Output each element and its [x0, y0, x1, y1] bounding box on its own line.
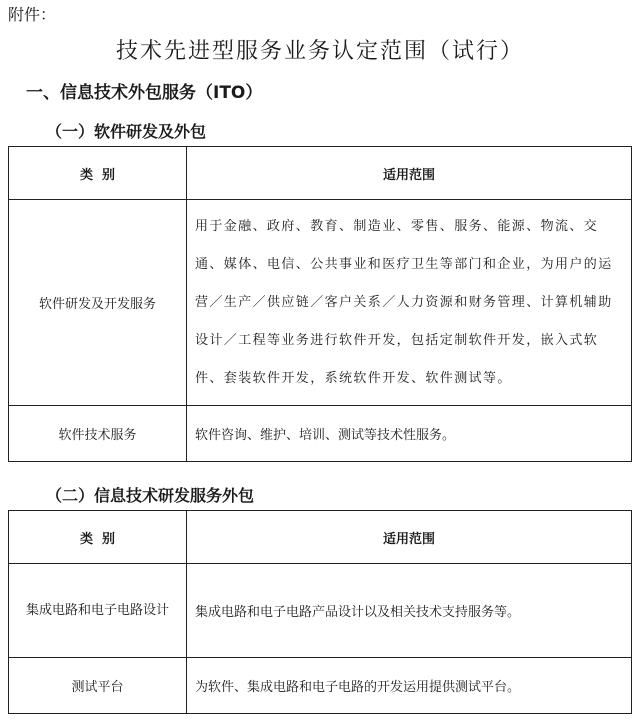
- table-row: [9, 200, 632, 406]
- header-category: 类 别: [9, 511, 187, 564]
- section-heading-ito: 一、信息技术外包服务（ITO）: [26, 83, 263, 103]
- row-category: 集成电路和电子电路设计: [9, 564, 187, 658]
- attachment-label: 附件：: [8, 5, 57, 24]
- row-scope: 为软件、集成电路和电子电路的开发运用提供测试平台。: [187, 658, 632, 714]
- header-scope: 适用范围: [187, 511, 632, 564]
- it-rd-table: [8, 510, 632, 714]
- page-title: 技术先进型服务业务认定范围（试行）: [115, 39, 524, 64]
- row-category: 测试平台: [9, 658, 187, 714]
- software-table: [8, 146, 632, 462]
- subsection-heading-it-rd: （二）信息技术研发服务外包: [46, 486, 255, 505]
- row-scope: 软件咨询、维护、培训、测试等技术性服务。: [187, 406, 632, 462]
- row-category: 软件研发及开发服务: [9, 200, 187, 406]
- header-scope: 适用范围: [187, 147, 632, 200]
- table-header-row: [9, 511, 632, 564]
- row-category: 软件技术服务: [9, 406, 187, 462]
- subsection-heading-software: （一）软件研发及外包: [46, 122, 207, 141]
- row-scope: 用于金融、政府、教育、制造业、零售、服务、能源、物流、交通、媒体、电信、公共事业和医疗卫生等部门和企业，为用户的运营／生产／供应链／客户关系／人力资源和财务管理、计算机辅助设计／工程等业务进行软件开发，包括定制软件开发，嵌入式软件、套装软件开发，系统软件开发、软件测试等。: [187, 200, 632, 406]
- table-header-row: [9, 147, 632, 200]
- table-row: [9, 564, 632, 658]
- header-category: 类 别: [9, 147, 187, 200]
- row-scope: 集成电路和电子电路产品设计以及相关技术支持服务等。: [187, 564, 632, 658]
- table-row: [9, 658, 632, 714]
- table-row: [9, 406, 632, 462]
